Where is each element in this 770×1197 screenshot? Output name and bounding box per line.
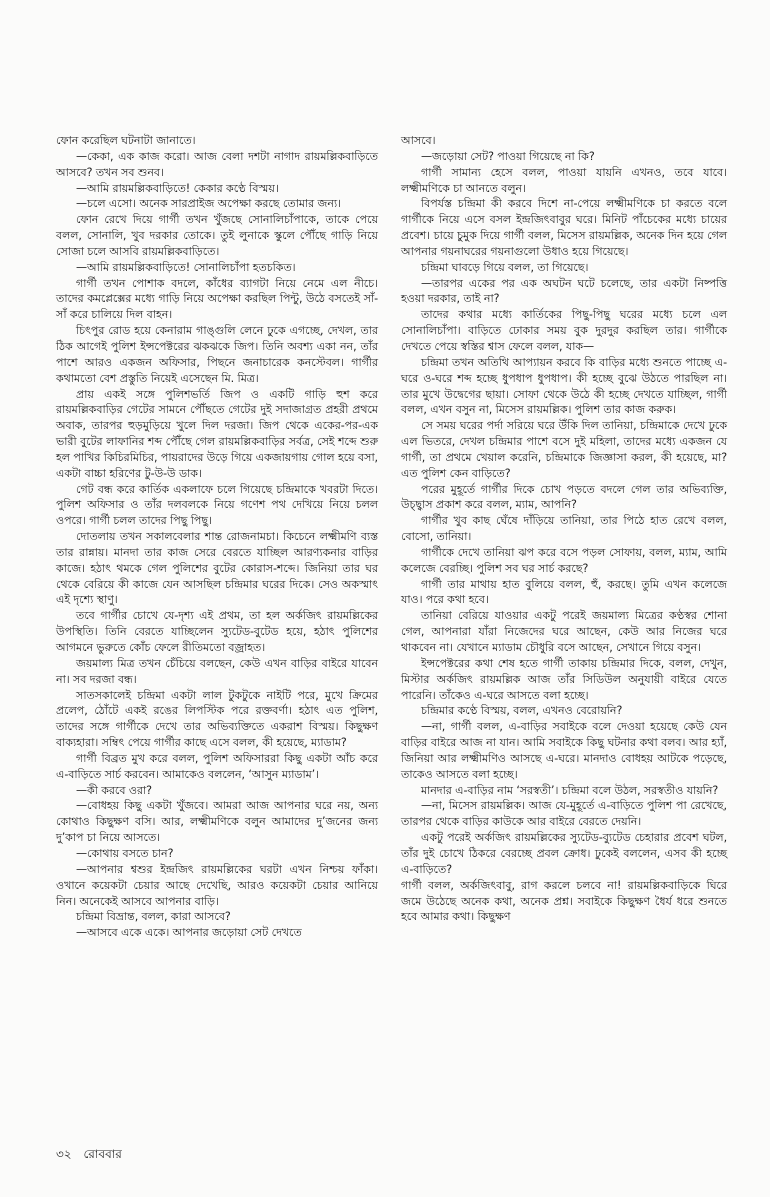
magazine-name: রোববার [83, 1147, 122, 1161]
paragraph: —আমি রায়মল্লিকবাড়িতে! সোনালিচাঁপা হতচকিত। [76, 260, 296, 274]
paragraph: আসবে। [401, 134, 436, 147]
paragraph: গার্গী বিব্রত মুখ করে বলল, পুলিশ অফিসাররা কিছু একটা আঁচ করে এ-বাড়িতে সার্চ করবেন। আমাকেও বললেন, ‘আসুন ম্যাডাম’। [56, 751, 378, 781]
paragraph: —চলে এসো। অনেক সারপ্রাইজ অপেক্ষা করছে তোমার জন্য। [76, 197, 341, 211]
paragraph: গার্গী সামান্য হেসে বলল, পাওয়া যায়নি এখনও, তবে যাবে। লক্ষ্মীমণিকে চা আনতে বলুন। [401, 165, 727, 195]
page-number: ৩২ [56, 1147, 72, 1161]
paragraph: ফোন করেছিল ঘটনাটা জানাতে। [56, 134, 196, 147]
paragraph: পরের মুহূর্তে গার্গীর দিকে চোখ পড়তে বদলে গেল তার অভিব্যক্তি, উচ্ছ্বাস প্রকাশ করে বলল, ম্যাম, আপনি? [401, 482, 727, 512]
left-text-column [56, 133, 378, 941]
paragraph: —বোধহয় কিছু একটা খুঁজবে। আমরা আজ আপনার ঘরে নয়, অন্য কোথাও কিছুক্ষণ বসি। আর, লক্ষ্মীমণিকে বলুন আমাদের দু’জনের জন্য দু’কাপ চা নিয়ে আসতে। [56, 799, 378, 845]
paragraph: ফোন রেখে দিয়ে গার্গী তখন খুঁজছে সোনালিচাঁপাকে, তাকে পেয়ে বলল, সোনালি, খুব দরকার তোকে। তুই লুনাকে স্কুলে পৌঁছে গাড়ি নিয়ে সোজা চলে আসবি রায়মল্লিকবাড়িতে। [56, 213, 378, 258]
paragraph: প্রায় একই সঙ্গে পুলিশভর্তি জিপ ও একটি গাড়ি হুশ করে রায়মল্লিকবাড়ির গেটের সামনে পৌঁছতে গেটের দুই সদাজাগ্রত প্রহরী প্রথমে অবাক, তারপর হুড়মুড়িয়ে খুলে দিল দরজা। জিপ থেকে একের-পর-এক ভারী বুটের লাফানির শব্দ পৌঁছে গেল রায়মল্লিকবাড়ির সর্বত্র, সেই শব্দে শুরু হল পাখির কিচিরমিচির, পায়রাদের উড়ে গিয়ে একজায়গায় গোল হয়ে বসা, একটা বাচ্চা হরিণের টু-উ-উ ডাক। [56, 387, 378, 480]
paragraph: গার্গী বলল, অর্কজিৎবাবু, রাগ করলে চলবে না! রায়মল্লিকবাড়িকে ঘিরে জমে উঠেছে অনেক কথা, অনেক প্রশ্ন। সবাইকে কিছুক্ষণ ধৈর্য ধরে শুনতে হবে আমার কথা। কিছুক্ষণ [401, 878, 727, 924]
paragraph: সে সময় ঘরের পর্দা সরিয়ে ঘরে উঁকি দিল তানিয়া, চন্দ্রিমাকে দেখে ঢুকে এল ভিতরে, দেখল চন্দ্রিমার পাশে বসে দুই মহিলা, তাদের মধ্যে একজন যে গার্গী, তা প্রথমে খেয়াল করেনি, চন্দ্রিমাকে জিজ্ঞাসা করল, কী হয়েছে, মা? এত পুলিশ কেন বাড়িতে? [401, 419, 727, 480]
paragraph: তবে গার্গীর চোখে যে-দৃশ্য এই প্রথম, তা হল অর্কজিৎ রায়মল্লিকের উপস্থিতি। তিনি বেরতে যাচ্ছিলেন স্যুটেড-বুটেড হয়ে, হঠাৎ পুলিশের আগমনে ভুরুতে কোঁচ ফেলে রীতিমতো বজ্রাহত। [56, 609, 378, 654]
paragraph: একটু পরেই অর্কজিৎ রায়মল্লিকের স্যুটেড-ব্যুটেড চেহারার প্রবেশ ঘটল, তাঁর দুই চোখে ঠিকরে বেরচ্ছে প্রবল ক্রোধ। ঢুকেই বললেন, এসব কী হচ্ছে এ-বাড়িতে? [401, 831, 727, 876]
paragraph: গার্গী তখন পোশাক বদলে, কাঁধের ব্যাগটা নিয়ে নেমে এল নীচে। তাদের কমপ্লেক্সের মধ্যে গাড়ি নিয়ে অপেক্ষা করছিল পিন্টু, উঠে বসতেই সাঁ-সাঁ করে চালিয়ে দিল বাহন। [56, 276, 378, 322]
paragraph: সাতসকালেই চন্দ্রিমা একটা লাল টুকটুকে নাইটি পরে, মুখে ক্রিমের প্রলেপ, ঠোঁটে একই রঙের লিপস্টিক পরে রক্তবর্ণা। হঠাৎ এত পুলিশ, তাদের সঙ্গে গার্গীকে দেখে তার অভিব্যক্তিতে একরাশ বিস্ময়। কিছুক্ষণ বাক্যহারা। সম্বিৎ পেয়ে গার্গীর কাছে এসে বলল, কী হয়েছে, ম্যাডাম? [56, 688, 378, 750]
paragraph: চন্দ্রিমার কণ্ঠে বিস্ময়, বলল, এখনও বেরোয়নি? [421, 704, 623, 718]
paragraph: —কী করবে ওরা? [76, 783, 152, 797]
paragraph: ইন্সপেক্টরের কথা শেষ হতে গার্গী তাকায় চন্দ্রিমার দিকে, বলল, দেখুন, মিস্টার অর্কজিৎ রায়মল্লিক আজ তাঁর সিডিউল অনুযায়ী বাইরে যেতে পারেনি। তাঁকেও এ-ঘরে আসতে বলা হচ্ছে। [401, 656, 727, 702]
paragraph: দোতলায় তখন সকালবেলার শান্ত রোজনামচা। কিচেনে লক্ষ্মীমণি ব্যস্ত তার রান্নায়। মানদা তার কাজ সেরে বেরতে যাচ্ছিল আরণ্যকনার বাড়ির কাজে। হঠাৎ থমকে গেল পুলিশের বুটের কোরাস-শব্দে। জিনিয়া তার ঘর থেকে বেরিয়ে কী কাজে যেন আসছিল চন্দ্রিমার ঘরের দিকে। সেও অকস্মাৎ এই দৃশ্যে স্থাণু। [56, 530, 378, 607]
paragraph: —না, মিসেস রায়মল্লিক। আজ যে-মুহূর্তে এ-বাড়িতে পুলিশ পা রেখেছে, তারপর থেকে বাড়ির কাউকে আর বাইরে বেরতে দেয়নি। [401, 799, 727, 829]
paragraph: গেট বন্ধ করে কার্তিক একলাফে চলে গিয়েছে চন্দ্রিমাকে খবরটা দিতে। পুলিশ অফিসার ও তাঁর দলবলকে নিয়ে গণেশ পথ দেখিয়ে নিয়ে চলল ওপরে। গার্গী চলল তাদের পিছু পিছু। [56, 482, 378, 528]
paragraph: —কোথায় বসতে চান? [76, 846, 174, 860]
paragraph: চন্দ্রিমা তখন অতিথি আপ্যায়ন করবে কি বাড়ির মধ্যে শুনতে পাচ্ছে এ-ঘরে ও-ঘরে শব্দ হচ্ছে ধুপধাপ ধুপধাপ। কী হচ্ছে বুঝে উঠতে পারছিল না। তার মুখে উদ্বেগের ছায়া। সোফা থেকে উঠে কী হচ্ছে দেখতে যাচ্ছিল, গার্গী বলল, এখন বসুন না, মিসেস রায়মল্লিক। পুলিশ তার কাজ করুক। [401, 355, 727, 417]
paragraph: —আপনার শ্বশুর ইন্দ্রজিৎ রায়মল্লিকের ঘরটা এখন নিশ্চয় ফাঁকা। ওখানে কয়েকটা চেয়ার আছে দেখেছি, আরও কয়েকটা চেয়ার আনিয়ে নিন। অনেকেই আসবে আপনার বাড়ি। [56, 862, 378, 908]
paragraph: বিপর্যস্ত চন্দ্রিমা কী করবে দিশে না-পেয়ে লক্ষ্মীমণিকে চা করতে বলে গার্গীকে নিয়ে এসে বসল ইন্দ্রজিৎবাবুর ঘরে। মিনিট পাঁচেকের মধ্যে চায়ের প্রবেশ। চায়ে চুমুক দিয়ে গার্গী বলল, মিসেস রায়মল্লিক, অনেক দিন হয়ে গেল আপনার গয়নাঘরের গয়নাগুলো উধাও হয়ে গিয়েছে। [401, 197, 727, 258]
paragraph: চন্দ্রিমা বিভ্রান্ত, বলল, কারা আসবে? [76, 910, 231, 924]
paragraph: গার্গী তার মাথায় হাত বুলিয়ে বলল, হুঁ, করছে। তুমি এখন কলেজে যাও। পরে কথা হবে। [401, 577, 727, 607]
paragraph: গার্গীকে দেখে তানিয়া ঝপ করে বসে পড়ল সোফায়, বলল, ম্যাম, আমি কলেজে বেরচ্ছি। পুলিশ সব ঘর সার্চ করছে? [401, 545, 727, 575]
paragraph: তাদের কথার মধ্যে কার্তিকের পিছু-পিছু ঘরের মধ্যে চলে এল সোনালিচাঁপা। বাড়িতে ঢোকার সময় বুক দুরদুর করছিল তার। গার্গীকে দেখতে পেয়ে স্বস্তির শ্বাস ফেলে বলল, যাক— [401, 308, 727, 353]
paragraph: জয়মাল্য মিত্র তখন চেঁচিয়ে বলছেন, কেউ এখন বাড়ির বাইরে যাবেন না। সব দরজা বন্ধ। [56, 656, 378, 686]
right-text-column [401, 133, 727, 925]
paragraph: —না, গার্গী বলল, এ-বাড়ির সবাইকে বলে দেওয়া হয়েছে কেউ যেন বাড়ির বাইরে আজ না যান। আমি সবাইকে কিছু ঘটনার কথা বলব। আর হ্যাঁ, জিনিয়া আর লক্ষ্মীমণিও আসছে এ-ঘরে। মানদাও বোধহয় আটকে পড়েছে, তাকেও আসতে বলা হচ্ছে। [401, 720, 727, 781]
paragraph: —আমি রায়মল্লিকবাড়িতে! কেকার কণ্ঠে বিস্ময়। [76, 181, 279, 195]
paragraph: —তারপর একের পর এক অঘটন ঘটে চলেছে, তার একটা নিষ্পত্তি হওয়া দরকার, তাই না? [401, 276, 727, 306]
paragraph: তানিয়া বেরিয়ে যাওয়ার একটু পরেই জয়মাল্য মিত্রের কণ্ঠস্বর শোনা গেল, আপনারা যাঁরা নিজেদের ঘরে আছেন, কেউ আর নিজের ঘরে থাকবেন না। যেখানে ম্যাডাম চৌধুরি বসে আছেন, সেখানে গিয়ে বসুন। [401, 609, 727, 654]
paragraph: চিৎপুর রোড হয়ে কেনারাম গাঙ্গুলি লেনে ঢুকে এগচ্ছে, দেখল, তার ঠিক আগেই পুলিশ ইন্সপেক্টরের ঝকঝকে জিপ। তিনি অবশ্য একা নন, তাঁর পাশে আরও একজন অফিসার, পিছনে জনাচারেক কনস্টেবল। গার্গীর কথামতো বেশ প্রস্তুতি নিয়েই এসেছেন মি. মিত্র। [56, 324, 378, 385]
paragraph: মানদার এ-বাড়ির নাম ‘সরস্বতী’। চন্দ্রিমা বলে উঠল, সরস্বতীও যায়নি? [421, 783, 719, 797]
paragraph: —আসবে একে একে। আপনার জড়োয়া সেট দেখতে [76, 926, 302, 940]
paragraph: গার্গীর খুব কাছ ঘেঁষে দাঁড়িয়ে তানিয়া, তার পিঠে হাত রেখে বলল, বোসো, তানিয়া। [401, 514, 727, 544]
paragraph: —কেকা, এক কাজ করো। আজ বেলা দশটা নাগাদ রায়মল্লিকবাড়িতে আসবে? তখন সব শুনব। [56, 149, 378, 179]
paragraph: —জড়োয়া সেট? পাওয়া গিয়েছে না কি? [421, 149, 595, 163]
paragraph: চন্দ্রিমা ঘাবড়ে গিয়ে বলল, তা গিয়েছে। [421, 260, 589, 274]
page-footer [56, 1146, 130, 1166]
